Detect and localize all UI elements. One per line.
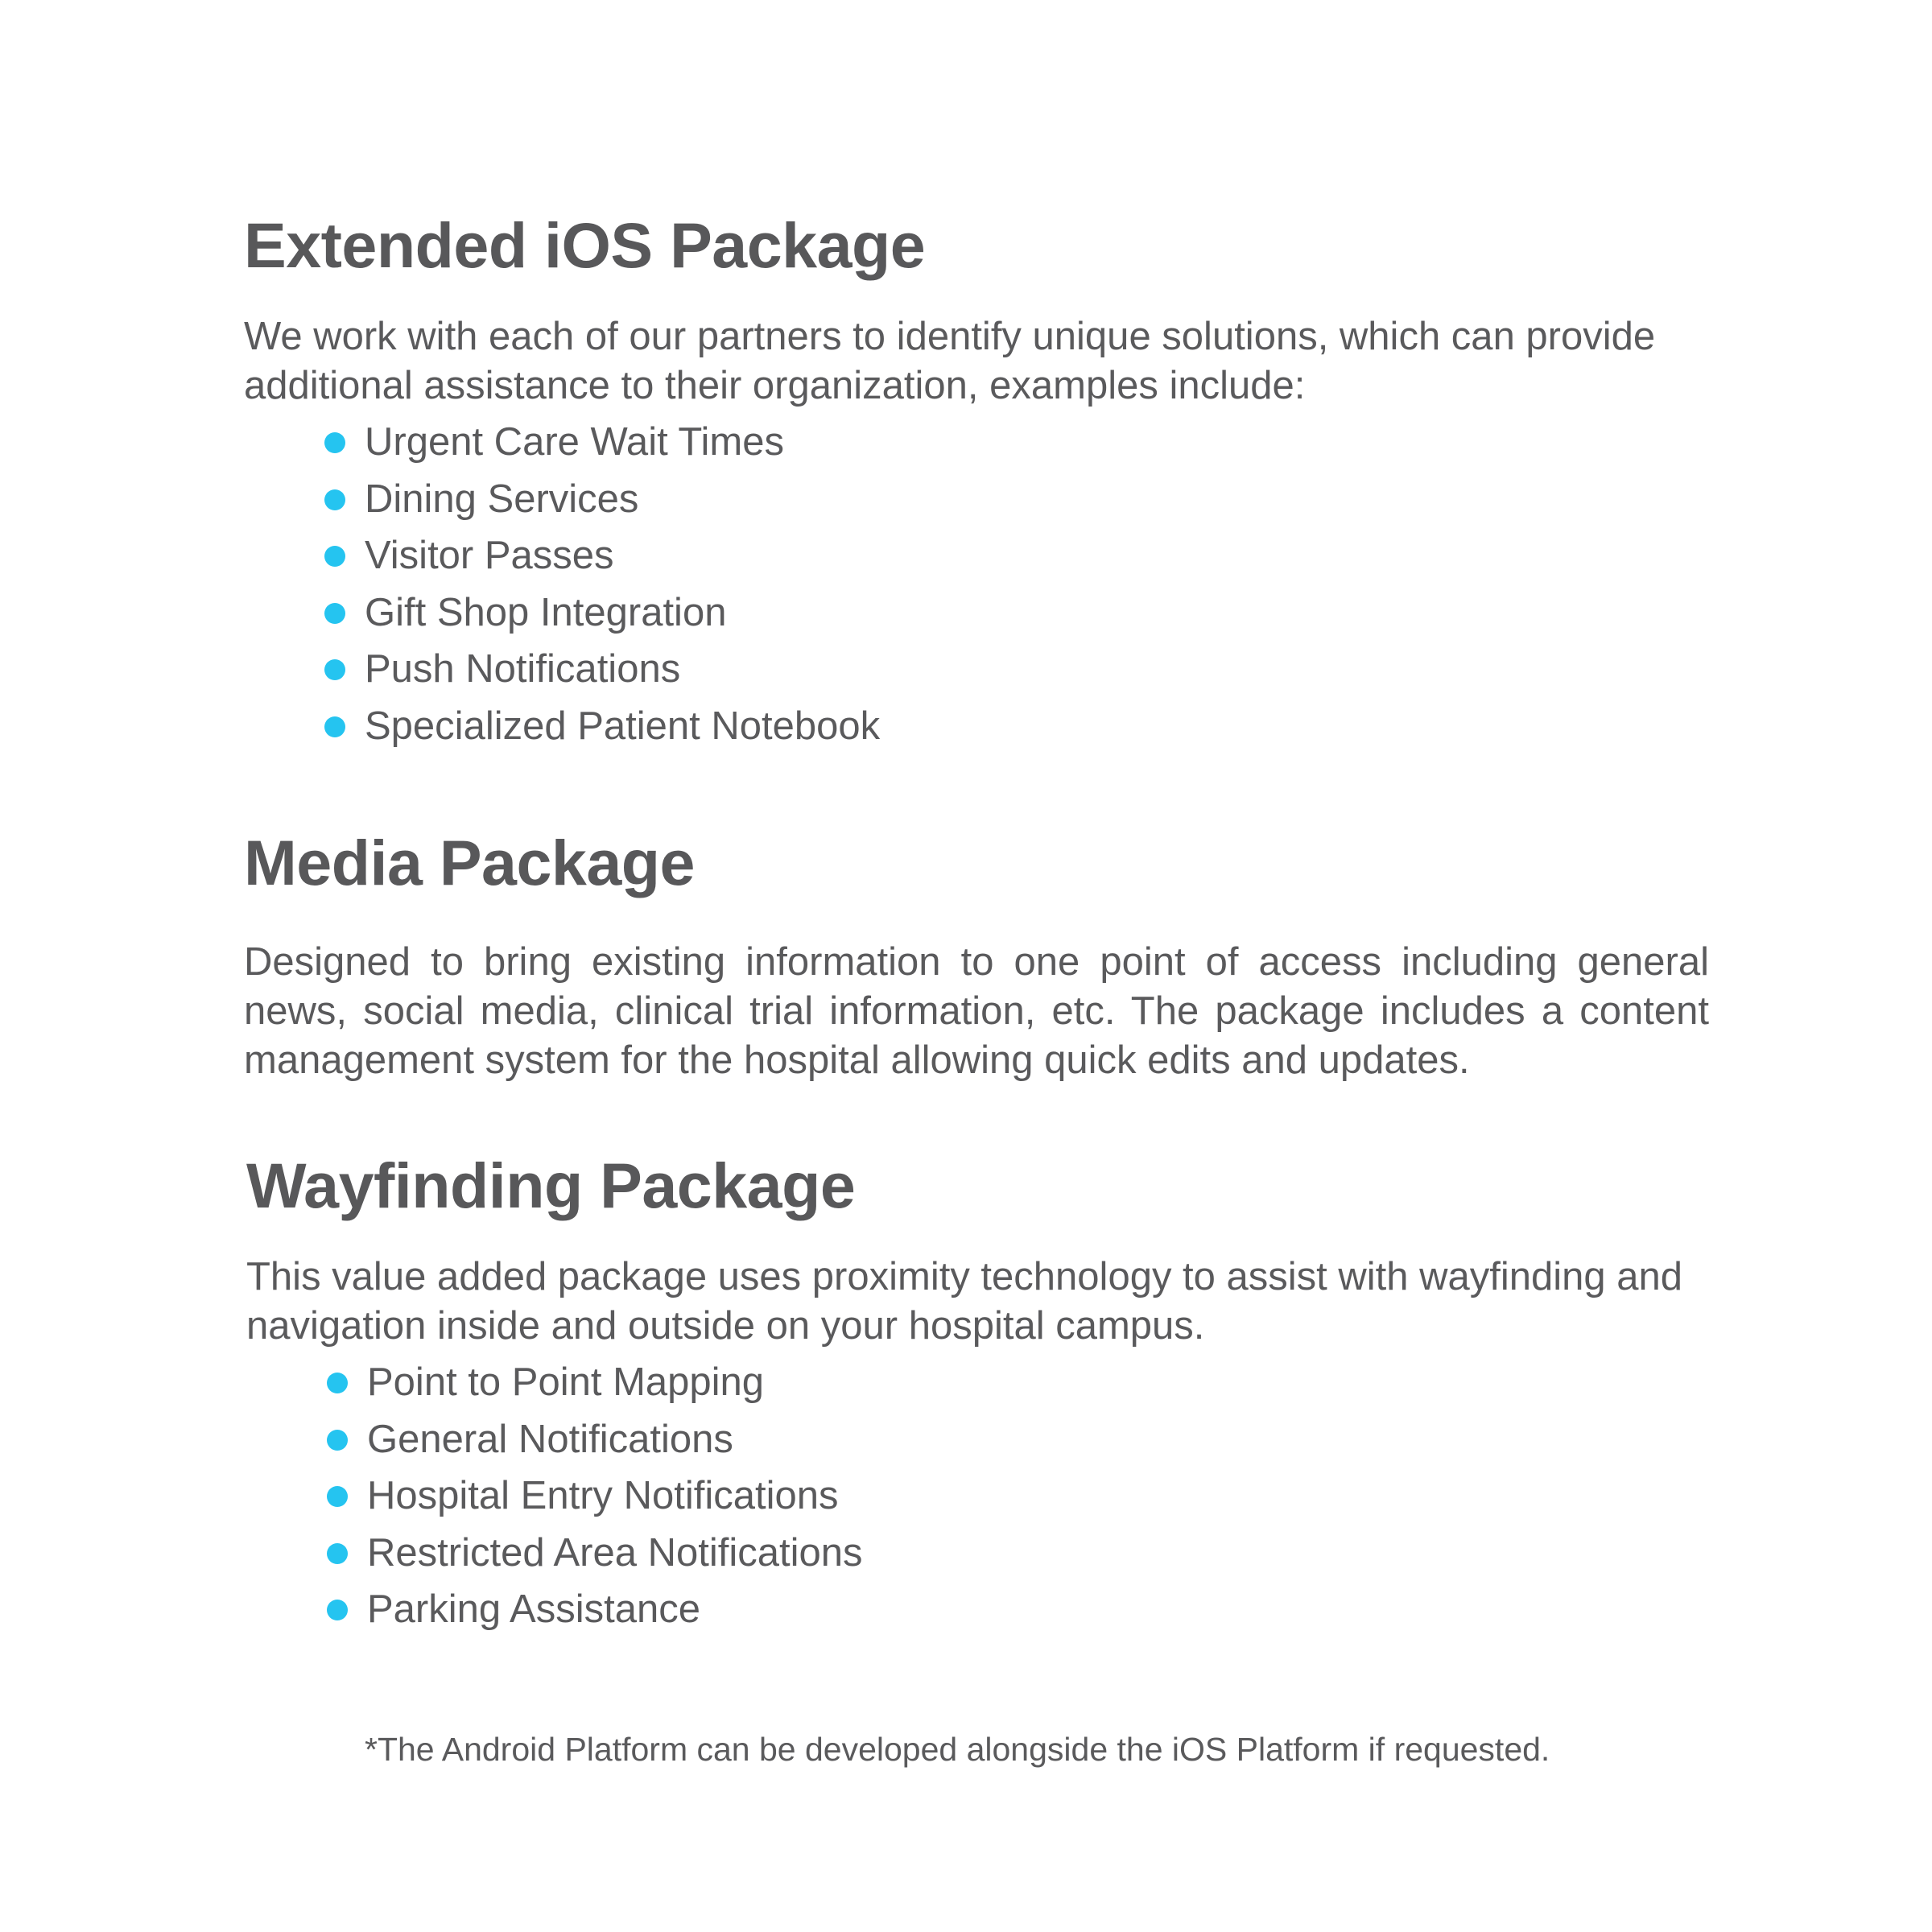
list-item [365, 698, 1717, 755]
section-title: Wayfinding Package [246, 1150, 856, 1221]
list-item-label: Point to Point Mapping [367, 1360, 765, 1404]
bullet-dot-icon [327, 1430, 348, 1451]
list-item-label: Hospital Entry Notifications [367, 1474, 839, 1517]
list-item-label: Dining Services [365, 477, 639, 521]
list-item [367, 1354, 1719, 1411]
section-description: We work with each of our partners to identify unique solutions, which can provide additional assistance to their organization, examples include: [244, 315, 1656, 407]
list-item [365, 414, 1717, 471]
list-item [365, 584, 1717, 642]
list-item-label: Parking Assistance [367, 1587, 700, 1631]
list-item-label: Visitor Passes [365, 534, 614, 577]
list-item-label: Urgent Care Wait Times [365, 420, 784, 464]
bullet-dot-icon [327, 1543, 348, 1564]
list-item [367, 1411, 1719, 1468]
bullet-dot-icon [324, 489, 345, 510]
bullet-dot-icon [327, 1486, 348, 1507]
bullet-dot-icon [324, 659, 345, 680]
list-item-label: Push Notifications [365, 647, 681, 691]
list-item [367, 1468, 1719, 1525]
section-title: Media Package [244, 827, 695, 898]
list-item-label: Gift Shop Integration [365, 590, 727, 634]
wayfinding-package-section [246, 1150, 1719, 1638]
feature-list [246, 1354, 1719, 1638]
bullet-dot-icon [324, 716, 345, 737]
bullet-dot-icon [324, 603, 345, 624]
list-item-label: Specialized Patient Notebook [365, 704, 881, 748]
list-item [367, 1581, 1719, 1638]
list-item [365, 471, 1717, 528]
bullet-dot-icon [327, 1373, 348, 1393]
bullet-dot-icon [324, 432, 345, 453]
footnote: *The Android Platform can be developed alongside the iOS Platform if requested. [365, 1731, 1550, 1768]
bullet-dot-icon [324, 546, 345, 567]
media-package-section [244, 827, 1717, 1085]
section-description: Designed to bring existing information to one point of access including general news, social media, clinical trial information, etc. The package includes a content management system for the hospital allowing quick edits and updates. [244, 940, 1709, 1082]
list-item [365, 641, 1717, 698]
bullet-dot-icon [327, 1600, 348, 1620]
feature-list [244, 414, 1717, 754]
section-title: Extended iOS Package [244, 209, 926, 281]
section-description: This value added package uses proximity technology to assist with wayfinding and navigation inside and outside on your hospital campus. [246, 1255, 1683, 1348]
list-item-label: General Notifications [367, 1417, 733, 1461]
list-item [367, 1525, 1719, 1582]
list-item [365, 527, 1717, 584]
extended-ios-package-section [244, 209, 1717, 754]
list-item-label: Restricted Area Notifications [367, 1530, 863, 1575]
